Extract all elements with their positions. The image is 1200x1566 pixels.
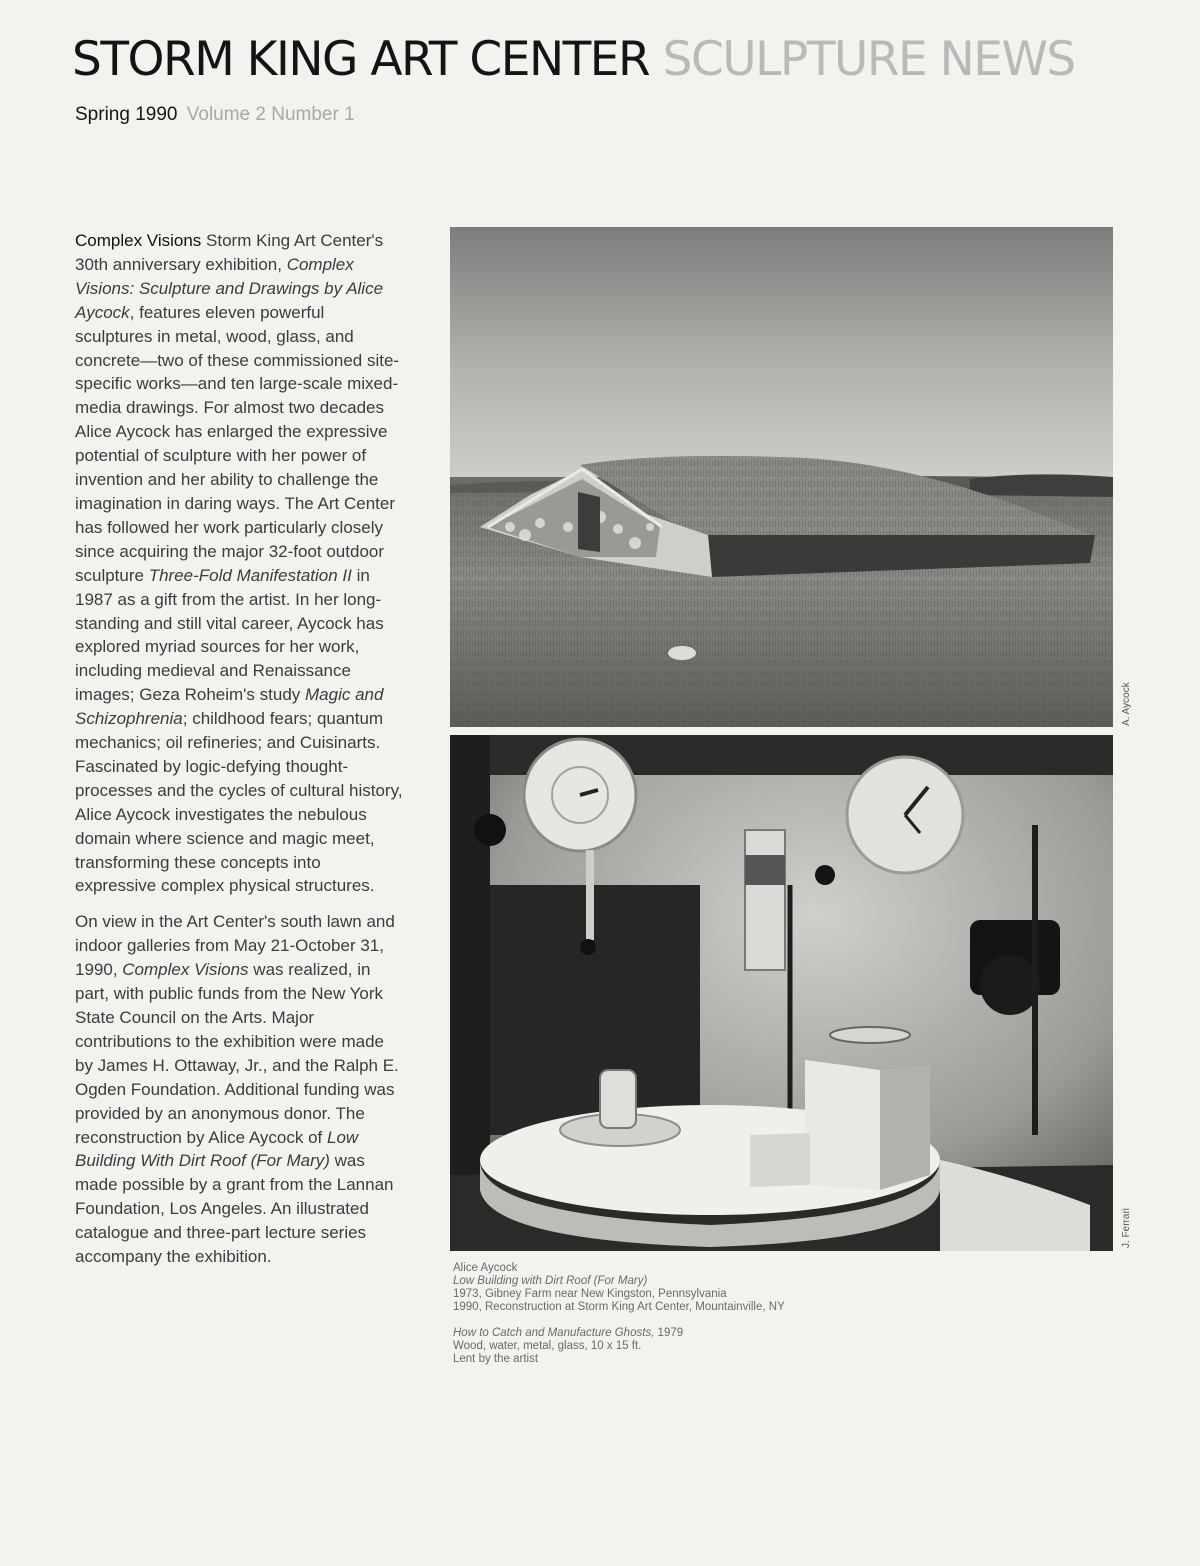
photo-ghosts-installation	[450, 735, 1113, 1251]
text-run: in 1987 as a gift from the artist. In her long-standing and still vital career, Aycock has explored myriad sources for her work, including medieval and Renaissance images; Geza Roheim's study	[75, 565, 384, 705]
masthead-title: STORM KING ART CENTER	[72, 32, 650, 87]
photo-credit-bottom: J. Ferrari	[1121, 1208, 1132, 1248]
caption-work-2-lender: Lent by the artist	[453, 1353, 539, 1365]
text-run: Storm King Art Center's 30th anniversary exhibition,	[75, 231, 384, 274]
text-run: Low Building With Dirt Roof (For Mary)	[75, 1127, 359, 1171]
article-paragraph-1	[75, 229, 405, 898]
caption-work-1-original: 1973, Gibney Farm near New Kingston, Pennsylvania	[453, 1288, 727, 1300]
text-run: Complex Visions	[122, 960, 249, 980]
caption-work-2-materials: Wood, water, metal, glass, 10 x 15 ft.	[453, 1340, 642, 1352]
text-run: Complex Visions: Sculpture and Drawings by Alice Aycock	[75, 254, 384, 322]
masthead	[72, 32, 1075, 87]
text-run: Three-Fold Manifestation II	[148, 565, 352, 585]
text-run: On view in the Art Center's south lawn and indoor galleries from May 21-October 31, 1990,	[75, 912, 395, 980]
article-column	[75, 229, 405, 1281]
edition-season: Spring 1990	[75, 104, 178, 125]
text-run: ; childhood fears; quantum mechanics; oil refineries; and Cuisinarts. Fascinated by logic-defying thought-processes and the cycles of cultural history, Alice Aycock investigates the nebulous domain where science and magic meet, transforming these concepts into expressive complex physical structures.	[75, 709, 403, 896]
caption-work-1-title: Low Building with Dirt Roof (For Mary)	[453, 1275, 648, 1287]
photo-low-building-image	[450, 227, 1113, 727]
photo-caption	[453, 1262, 1093, 1366]
text-run: Magic and Schizophrenia	[75, 685, 384, 729]
edition-issue: Volume 2 Number 1	[186, 104, 355, 125]
photo-credit-top: A. Aycock	[1121, 682, 1132, 726]
article-paragraph-2	[75, 910, 405, 1269]
masthead-subtitle: SCULPTURE NEWS	[662, 32, 1075, 87]
text-run: was made possible by a grant from the Lannan Foundation, Los Angeles. An illustrated catalogue and three-part lecture series accompany the exhibition.	[75, 1151, 394, 1267]
text-run: , features eleven powerful sculptures in metal, wood, glass, and concrete—two of these commissioned site-specific works—and ten large-scale mixed-media drawings. For almost two decades Alice Aycock has enlarged the expressive potential of sculpture with her power of invention and her ability to challenge the imagination in daring ways. The Art Center has followed her work particularly closely since acquiring the major 32-foot outdoor sculpture	[75, 302, 400, 585]
photo-ghosts-installation-image	[450, 735, 1113, 1251]
caption-artist: Alice Aycock	[453, 1262, 518, 1274]
text-run: Complex Visions	[75, 231, 202, 250]
edition-line	[75, 104, 355, 126]
caption-work-1-reconstruction: 1990, Reconstruction at Storm King Art Center, Mountainville, NY	[453, 1301, 785, 1313]
photo-low-building	[450, 227, 1113, 727]
text-run: was realized, in part, with public funds from the New York State Council on the Arts. Major contributions to the exhibition were made by James H. Ottaway, Jr., and the Ralph E. Ogden Foundation. Additional funding was provided by an anonymous donor. The reconstruction by Alice Aycock of	[75, 960, 399, 1147]
caption-work-2-title: How to Catch and Manufacture Ghosts, 1979	[453, 1327, 684, 1339]
